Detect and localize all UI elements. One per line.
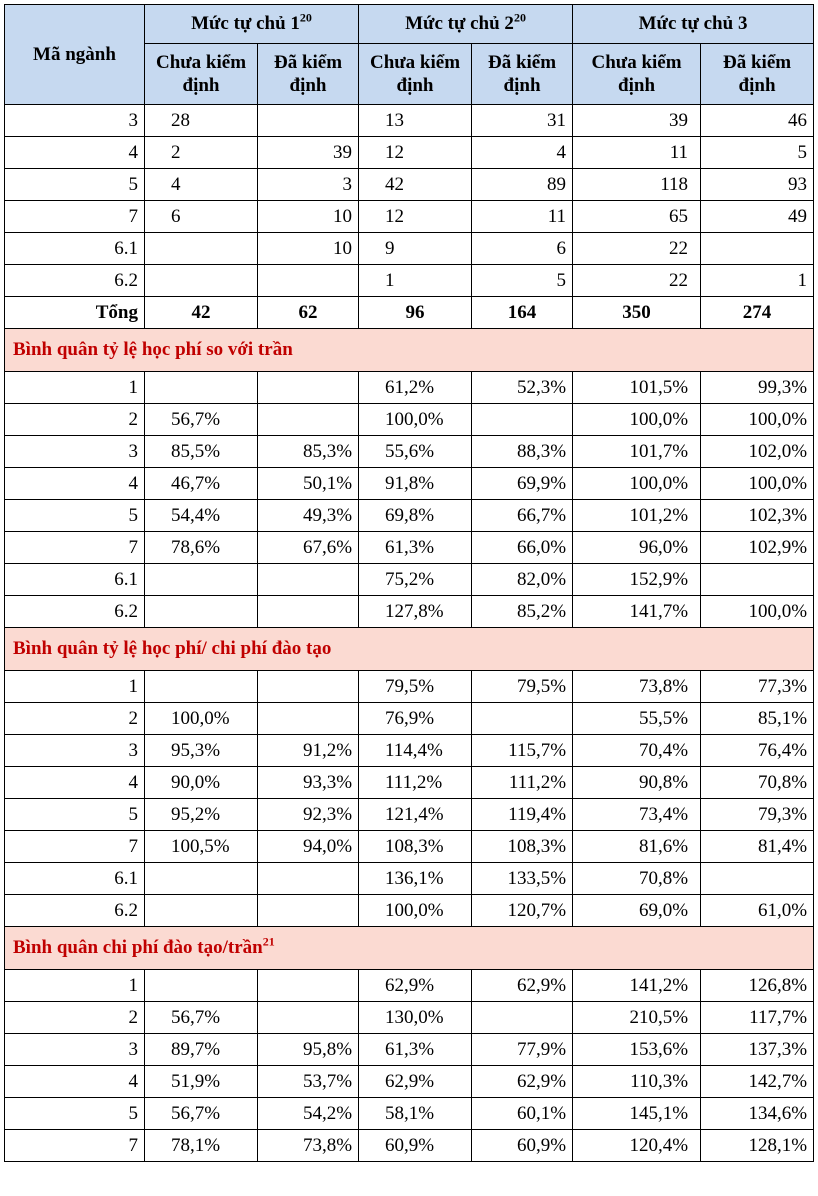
table-cell: 274 [701, 297, 814, 329]
table-cell [145, 372, 258, 404]
table-row [5, 137, 814, 169]
table-cell: 11 [472, 201, 573, 233]
table-cell: 110,3% [573, 1066, 701, 1098]
table-row [5, 703, 814, 735]
table-cell: 100,0% [701, 404, 814, 436]
table-cell: 52,3% [472, 372, 573, 404]
table-cell: 61,3% [359, 532, 472, 564]
table-cell: 96 [359, 297, 472, 329]
table-cell: 31 [472, 105, 573, 137]
table-cell [145, 895, 258, 927]
table-cell: 128,1% [701, 1130, 814, 1162]
table-cell: 62,9% [359, 970, 472, 1002]
table-cell: 4 [472, 137, 573, 169]
row-code: 2 [5, 404, 145, 436]
table-cell: 46 [701, 105, 814, 137]
table-cell: 5 [472, 265, 573, 297]
table-cell: 100,0% [701, 468, 814, 500]
table-cell [258, 372, 359, 404]
table-cell [472, 404, 573, 436]
table-cell: 70,4% [573, 735, 701, 767]
ma-nganh-header: Mã ngành [5, 5, 145, 105]
row-code: 1 [5, 671, 145, 703]
table-cell: 121,4% [359, 799, 472, 831]
table-cell: 39 [573, 105, 701, 137]
table-cell [701, 863, 814, 895]
table-cell: 10 [258, 233, 359, 265]
table-cell: 65 [573, 201, 701, 233]
table-row [5, 767, 814, 799]
total-label: Tổng [5, 297, 145, 329]
table-cell: 76,4% [701, 735, 814, 767]
section-header-row [5, 628, 814, 671]
table-header [5, 5, 814, 105]
section-title-text: Bình quân chi phí đào tạo/trần [13, 937, 263, 958]
table-cell [701, 233, 814, 265]
table-row [5, 895, 814, 927]
table-cell: 133,5% [472, 863, 573, 895]
table-cell: 126,8% [701, 970, 814, 1002]
table-cell: 49 [701, 201, 814, 233]
table-cell: 54,4% [145, 500, 258, 532]
table-cell: 95,8% [258, 1034, 359, 1066]
table-cell [258, 1002, 359, 1034]
table-cell: 78,6% [145, 532, 258, 564]
table-cell: 70,8% [573, 863, 701, 895]
table-cell: 69,0% [573, 895, 701, 927]
table-cell: 153,6% [573, 1034, 701, 1066]
row-code: 3 [5, 436, 145, 468]
row-code: 4 [5, 468, 145, 500]
table-cell: 117,7% [701, 1002, 814, 1034]
table-cell: 81,4% [701, 831, 814, 863]
row-code: 7 [5, 1130, 145, 1162]
table-cell: 93 [701, 169, 814, 201]
table-row [5, 564, 814, 596]
table-cell: 141,7% [573, 596, 701, 628]
table-cell: 39 [258, 137, 359, 169]
table-cell: 152,9% [573, 564, 701, 596]
table-cell: 56,7% [145, 404, 258, 436]
table-cell: 62,9% [472, 1066, 573, 1098]
table-cell [145, 671, 258, 703]
table-cell: 2 [145, 137, 258, 169]
table-cell: 145,1% [573, 1098, 701, 1130]
table-cell: 100,0% [359, 404, 472, 436]
table-cell: 56,7% [145, 1002, 258, 1034]
total-row [5, 297, 814, 329]
table-cell: 100,0% [573, 468, 701, 500]
section-title [5, 329, 814, 372]
table-cell: 102,3% [701, 500, 814, 532]
section-title [5, 927, 814, 970]
table-cell: 100,0% [145, 703, 258, 735]
section-title-text: Bình quân tỷ lệ học phí/ chi phí đào tạo [13, 638, 332, 659]
table-row [5, 233, 814, 265]
table-cell: 66,7% [472, 500, 573, 532]
row-code: 6.1 [5, 863, 145, 895]
footnote-ref: 21 [262, 934, 275, 949]
table-cell: 210,5% [573, 1002, 701, 1034]
table-cell: 78,1% [145, 1130, 258, 1162]
table-cell: 77,3% [701, 671, 814, 703]
table-cell: 94,0% [258, 831, 359, 863]
table-cell [258, 596, 359, 628]
table-row [5, 1130, 814, 1162]
table-cell: 91,8% [359, 468, 472, 500]
table-cell: 141,2% [573, 970, 701, 1002]
table-cell: 51,9% [145, 1066, 258, 1098]
table-cell: 55,5% [573, 703, 701, 735]
table-cell: 115,7% [472, 735, 573, 767]
subheader-da-kiem-dinh: Đã kiểm định [258, 44, 359, 105]
row-code: 2 [5, 1002, 145, 1034]
table-row [5, 735, 814, 767]
table-cell: 77,9% [472, 1034, 573, 1066]
table-cell: 79,3% [701, 799, 814, 831]
table-cell [258, 671, 359, 703]
row-code: 3 [5, 105, 145, 137]
muc-tu-chu-2-header: Mức tự chủ $2^{20}$ [359, 5, 573, 44]
table-cell [701, 564, 814, 596]
subheader-da-kiem-dinh: Đã kiểm định [472, 44, 573, 105]
section-title [5, 628, 814, 671]
table-cell: 90,8% [573, 767, 701, 799]
subheader-chua-kiem-dinh: Chưa kiểm định [145, 44, 258, 105]
table-row [5, 1098, 814, 1130]
table-cell: 164 [472, 297, 573, 329]
table-cell: 61,2% [359, 372, 472, 404]
table-cell: 85,1% [701, 703, 814, 735]
table-row [5, 1002, 814, 1034]
table-cell [258, 863, 359, 895]
table-cell [258, 265, 359, 297]
table-cell: 130,0% [359, 1002, 472, 1034]
table-row [5, 831, 814, 863]
row-code: 5 [5, 169, 145, 201]
table-cell: 42 [359, 169, 472, 201]
table-cell: 120,7% [472, 895, 573, 927]
table-cell: 76,9% [359, 703, 472, 735]
table-cell: 136,1% [359, 863, 472, 895]
subheader-chua-kiem-dinh: Chưa kiểm định [359, 44, 472, 105]
table-cell: 101,5% [573, 372, 701, 404]
row-code: 4 [5, 1066, 145, 1098]
table-row [5, 105, 814, 137]
row-code: 6.1 [5, 564, 145, 596]
table-cell: 62 [258, 297, 359, 329]
row-code: 6.1 [5, 233, 145, 265]
table-row [5, 500, 814, 532]
table-row [5, 1066, 814, 1098]
row-code: 7 [5, 831, 145, 863]
table-cell: 82,0% [472, 564, 573, 596]
table-row [5, 1034, 814, 1066]
table-cell: 92,3% [258, 799, 359, 831]
table-cell: 99,3% [701, 372, 814, 404]
table-cell [472, 703, 573, 735]
table-cell: 85,2% [472, 596, 573, 628]
table-cell [145, 970, 258, 1002]
table-cell: 22 [573, 265, 701, 297]
table-cell: 142,7% [701, 1066, 814, 1098]
table-cell: 11 [573, 137, 701, 169]
table-cell [145, 564, 258, 596]
table-cell: 91,2% [258, 735, 359, 767]
table-cell: 73,8% [258, 1130, 359, 1162]
table-cell: 53,7% [258, 1066, 359, 1098]
row-code: 6.2 [5, 895, 145, 927]
table-cell: 102,9% [701, 532, 814, 564]
table-cell: 60,1% [472, 1098, 573, 1130]
table-cell: 69,9% [472, 468, 573, 500]
muc-tu-chu-3-header: Mức tự chủ 3 [573, 5, 814, 44]
table-cell: 95,2% [145, 799, 258, 831]
table-cell [145, 863, 258, 895]
table-cell: 67,6% [258, 532, 359, 564]
table-cell: 56,7% [145, 1098, 258, 1130]
table-cell: 108,3% [472, 831, 573, 863]
table-row [5, 372, 814, 404]
table-cell: 350 [573, 297, 701, 329]
table-row [5, 436, 814, 468]
table-cell: 119,4% [472, 799, 573, 831]
table-cell [258, 404, 359, 436]
table-cell: 96,0% [573, 532, 701, 564]
table-cell: 66,0% [472, 532, 573, 564]
table-row [5, 863, 814, 895]
table-cell: 90,0% [145, 767, 258, 799]
table-row [5, 404, 814, 436]
table-cell: 100,0% [573, 404, 701, 436]
row-code: 7 [5, 532, 145, 564]
table-cell: 101,2% [573, 500, 701, 532]
row-code: 6.2 [5, 596, 145, 628]
table-row [5, 596, 814, 628]
table-cell: 81,6% [573, 831, 701, 863]
table-cell: 100,5% [145, 831, 258, 863]
table-cell: 120,4% [573, 1130, 701, 1162]
table-cell: 62,9% [359, 1066, 472, 1098]
table-cell: 75,2% [359, 564, 472, 596]
row-code: 2 [5, 703, 145, 735]
table-cell: 10 [258, 201, 359, 233]
table-cell [258, 703, 359, 735]
row-code: 5 [5, 1098, 145, 1130]
subheader-da-kiem-dinh: Đã kiểm định [701, 44, 814, 105]
table-cell [472, 1002, 573, 1034]
table-cell: 93,3% [258, 767, 359, 799]
table-cell: 73,8% [573, 671, 701, 703]
table-cell [258, 105, 359, 137]
table-cell: 89 [472, 169, 573, 201]
table-cell: 6 [472, 233, 573, 265]
table-row [5, 970, 814, 1002]
table-cell: 127,8% [359, 596, 472, 628]
table-cell: 62,9% [472, 970, 573, 1002]
table-cell [145, 265, 258, 297]
table-row [5, 265, 814, 297]
table-cell: 114,4% [359, 735, 472, 767]
subheader-chua-kiem-dinh: Chưa kiểm định [573, 44, 701, 105]
table-cell: 79,5% [472, 671, 573, 703]
table-row [5, 532, 814, 564]
table-cell: 100,0% [359, 895, 472, 927]
table-row [5, 468, 814, 500]
row-code: 3 [5, 1034, 145, 1066]
table-cell: 79,5% [359, 671, 472, 703]
table-cell: 1 [359, 265, 472, 297]
table-row [5, 799, 814, 831]
table-cell [258, 970, 359, 1002]
table-cell: 137,3% [701, 1034, 814, 1066]
table-cell: 60,9% [359, 1130, 472, 1162]
table-cell: 13 [359, 105, 472, 137]
table-cell: 50,1% [258, 468, 359, 500]
table-cell: 60,9% [472, 1130, 573, 1162]
table-cell [145, 233, 258, 265]
row-code: 3 [5, 735, 145, 767]
table-cell: 111,2% [359, 767, 472, 799]
table-cell: 70,8% [701, 767, 814, 799]
table-cell: 58,1% [359, 1098, 472, 1130]
table-cell [258, 564, 359, 596]
table-cell: 111,2% [472, 767, 573, 799]
table-cell: 4 [145, 169, 258, 201]
table-cell: 1 [701, 265, 814, 297]
table-cell [145, 596, 258, 628]
row-code: 6.2 [5, 265, 145, 297]
table-cell: 3 [258, 169, 359, 201]
table-cell: 9 [359, 233, 472, 265]
table-cell: 118 [573, 169, 701, 201]
table-cell: 12 [359, 137, 472, 169]
table-cell [258, 895, 359, 927]
row-code: 4 [5, 137, 145, 169]
data-table [4, 4, 814, 1162]
section-title-text: Bình quân tỷ lệ học phí so với trần [13, 339, 293, 360]
table-cell: 85,3% [258, 436, 359, 468]
row-code: 1 [5, 372, 145, 404]
table-cell: 49,3% [258, 500, 359, 532]
table-cell: 102,0% [701, 436, 814, 468]
row-code: 5 [5, 799, 145, 831]
table-cell: 22 [573, 233, 701, 265]
row-code: 7 [5, 201, 145, 233]
table-body [5, 105, 814, 1162]
section-header-row [5, 329, 814, 372]
table-cell: 108,3% [359, 831, 472, 863]
table-cell: 61,0% [701, 895, 814, 927]
table-cell: 101,7% [573, 436, 701, 468]
table-cell: 5 [701, 137, 814, 169]
muc-tu-chu-1-header: Mức tự chủ $1^{20}$ [145, 5, 359, 44]
table-cell: 69,8% [359, 500, 472, 532]
table-cell: 89,7% [145, 1034, 258, 1066]
row-code: 4 [5, 767, 145, 799]
table-cell: 95,3% [145, 735, 258, 767]
table-cell: 73,4% [573, 799, 701, 831]
table-cell: 6 [145, 201, 258, 233]
row-code: 5 [5, 500, 145, 532]
table-cell: 46,7% [145, 468, 258, 500]
section-header-row [5, 927, 814, 970]
table-cell: 61,3% [359, 1034, 472, 1066]
table-cell: 88,3% [472, 436, 573, 468]
table-cell: 134,6% [701, 1098, 814, 1130]
table-row [5, 169, 814, 201]
table-row [5, 671, 814, 703]
table-cell: 100,0% [701, 596, 814, 628]
table-cell: 54,2% [258, 1098, 359, 1130]
table-cell: 28 [145, 105, 258, 137]
table-row [5, 201, 814, 233]
table-cell: 55,6% [359, 436, 472, 468]
table-cell: 42 [145, 297, 258, 329]
table-cell: 12 [359, 201, 472, 233]
table-cell: 85,5% [145, 436, 258, 468]
row-code: 1 [5, 970, 145, 1002]
